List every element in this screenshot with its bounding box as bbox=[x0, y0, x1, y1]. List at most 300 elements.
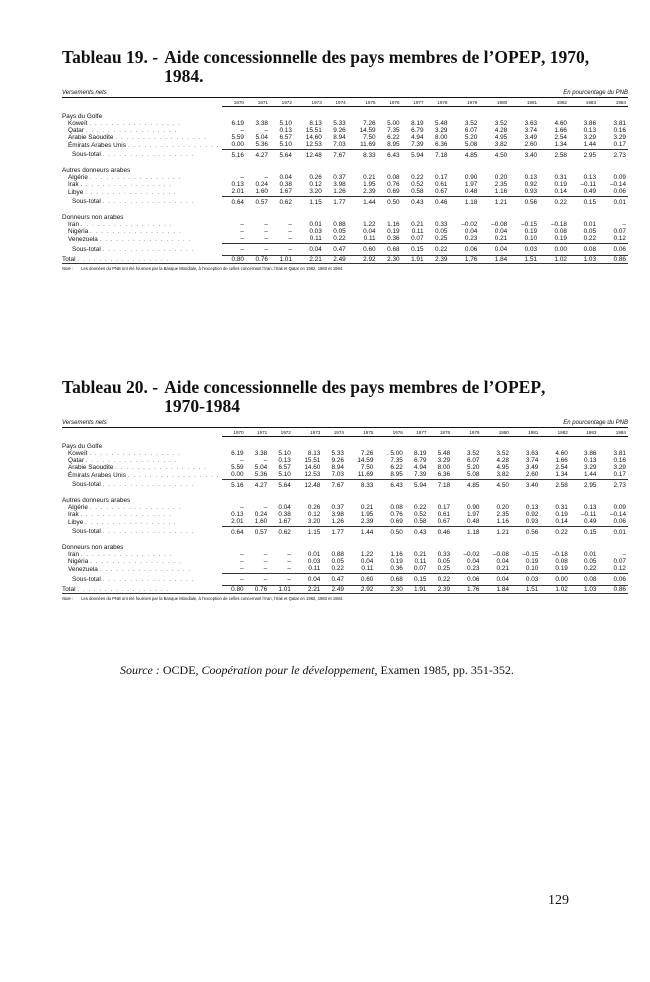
cell-value: 0.01 bbox=[309, 220, 322, 228]
cell-value: 15.51 bbox=[305, 126, 322, 134]
cell-value: 8.94 bbox=[331, 464, 344, 472]
cell-value: –0.14 bbox=[610, 511, 626, 519]
cell-value: 2.95 bbox=[569, 149, 598, 161]
cell-value: 1.16 bbox=[387, 220, 400, 228]
cell-value: 6.57 bbox=[278, 464, 291, 472]
cell-value bbox=[450, 161, 480, 174]
cell-value bbox=[428, 437, 452, 450]
dot-leader: . . . . . . . . . . . . . . . . . bbox=[80, 511, 173, 519]
cell-value: 0.19 bbox=[554, 235, 567, 243]
cell-value bbox=[246, 491, 270, 504]
cell-value: 0.04 bbox=[496, 558, 509, 566]
cell-value: 0.03 bbox=[511, 573, 540, 585]
dot-leader: . . . . . . . . . . . . . . . . . bbox=[85, 518, 177, 526]
cell-value: 2.60 bbox=[525, 471, 539, 479]
data-table bbox=[62, 428, 628, 594]
cell-value: 0.08 bbox=[390, 503, 403, 511]
cell-value: 5.08 bbox=[467, 471, 480, 479]
row-label: Venezuela bbox=[68, 235, 98, 243]
cell-value: 0.22 bbox=[428, 573, 452, 585]
group-heading-row bbox=[62, 161, 628, 174]
cell-value bbox=[222, 538, 246, 551]
cell-value: 0.46 bbox=[428, 526, 452, 538]
cell-value: 0.69 bbox=[390, 518, 403, 526]
cell-value: 0.16 bbox=[613, 456, 626, 464]
cell-value: 3.86 bbox=[584, 449, 597, 457]
cell-value bbox=[294, 107, 324, 120]
year-header: 1984 bbox=[598, 98, 628, 107]
cell-value: 0.05 bbox=[583, 228, 597, 236]
cell-value: 0.01 bbox=[307, 550, 321, 558]
row-label: Arabie Saoudite bbox=[68, 134, 114, 142]
cell-value: 0.17 bbox=[435, 173, 448, 181]
cell-value: 0.38 bbox=[278, 511, 291, 519]
group-heading-row bbox=[62, 437, 628, 450]
cell-value: 0.12 bbox=[307, 511, 321, 519]
title-tail: , bbox=[541, 377, 546, 397]
cell-value: 0.08 bbox=[570, 573, 599, 585]
cell-value: 0.03 bbox=[309, 228, 322, 236]
cell-value: 0.13 bbox=[583, 126, 597, 134]
cell-value: – bbox=[263, 565, 268, 573]
cell-value: 7.39 bbox=[411, 141, 424, 149]
cell-value: 1.97 bbox=[467, 511, 480, 519]
table-row bbox=[62, 551, 628, 558]
row-label: Iran bbox=[68, 220, 80, 228]
cell-value bbox=[479, 208, 509, 221]
cell-value: 0.16 bbox=[613, 126, 626, 134]
cell-value: 1.66 bbox=[554, 126, 567, 134]
source-publication: Coopération pour le développement bbox=[201, 663, 375, 677]
cell-value: 0.04 bbox=[467, 558, 480, 566]
cell-value: 0.64 bbox=[222, 196, 246, 208]
cell-value: 1.97 bbox=[464, 181, 478, 189]
cell-value: 0.11 bbox=[363, 235, 376, 243]
dot-leader: . . . . . . . . . . . . . . . . . bbox=[115, 134, 207, 142]
cell-value: 2.35 bbox=[494, 181, 508, 189]
table-captions bbox=[62, 90, 628, 98]
cell-value: 3.40 bbox=[511, 479, 540, 491]
cell-value: 0.68 bbox=[375, 573, 404, 585]
cell-value: 0.00 bbox=[231, 471, 244, 479]
title-text: Aide concessionnelle des pays membres de l’ bbox=[164, 47, 495, 67]
cell-value: 1.15 bbox=[294, 196, 324, 208]
dot-leader: . . . . . . . . . . . . . . . . . bbox=[127, 471, 220, 479]
cell-value: 3.98 bbox=[333, 181, 346, 189]
dot-leader: . . . . . . . . . . . . . . . . . bbox=[102, 198, 195, 206]
cell-value bbox=[378, 161, 402, 174]
table-row bbox=[62, 565, 628, 573]
cell-value: 0.31 bbox=[554, 173, 567, 181]
cell-value: 0.15 bbox=[569, 196, 598, 208]
cell-value bbox=[539, 161, 569, 174]
cell-value bbox=[426, 161, 450, 174]
cell-value: 7.39 bbox=[413, 471, 427, 479]
cell-value: 0.13 bbox=[231, 181, 244, 189]
cell-value: – bbox=[287, 558, 291, 566]
row-label: Total bbox=[62, 255, 76, 263]
cell-value: 0.24 bbox=[255, 181, 268, 189]
cell-value: 11.69 bbox=[357, 471, 374, 479]
cell-value: 0.61 bbox=[435, 181, 448, 189]
cell-value: 0.04 bbox=[278, 503, 291, 511]
cell-value bbox=[322, 491, 346, 504]
cell-value: 0.22 bbox=[540, 526, 569, 538]
row-label: Irak bbox=[68, 181, 79, 189]
cell-value: –0.08 bbox=[491, 220, 508, 228]
table-title bbox=[62, 378, 628, 416]
cell-value: 9.26 bbox=[331, 456, 344, 464]
title-acronym: OPEP bbox=[494, 47, 542, 67]
cell-value: 0.05 bbox=[584, 558, 597, 566]
cell-value: 0.17 bbox=[613, 471, 626, 479]
cell-value bbox=[324, 161, 348, 174]
title-line2: 1970-1984 bbox=[164, 396, 240, 416]
cell-value: 0.19 bbox=[555, 565, 568, 573]
year-header: 1972 bbox=[269, 428, 293, 437]
cell-value: 8.94 bbox=[333, 134, 346, 142]
cell-value: 5.08 bbox=[464, 141, 478, 149]
cell-value: 0.07 bbox=[411, 235, 424, 243]
cell-value bbox=[402, 208, 426, 221]
cell-value: 0.04 bbox=[494, 228, 508, 236]
year-header: 1980 bbox=[479, 98, 509, 107]
title-text: Aide concessionnelle des pays membres de l’ bbox=[164, 377, 495, 397]
cell-value bbox=[428, 491, 452, 504]
cell-value bbox=[598, 538, 628, 551]
cell-value: 0.06 bbox=[450, 243, 480, 255]
dot-leader: . . . . . . . . . . . . . . . . . bbox=[89, 173, 182, 181]
cell-value: 2.01 bbox=[231, 518, 244, 526]
cell-value: 0.19 bbox=[555, 511, 568, 519]
cell-value: – bbox=[240, 503, 244, 511]
cell-value: 5.48 bbox=[435, 119, 448, 127]
cell-value: –0.18 bbox=[550, 220, 567, 228]
row-label: Arabie Saoudite bbox=[68, 464, 114, 472]
cell-value: 3.49 bbox=[524, 134, 538, 142]
cell-value: 1.16 bbox=[496, 518, 509, 526]
cell-value: 1.03 bbox=[569, 255, 598, 263]
cell-value: 0.22 bbox=[333, 235, 346, 243]
cell-value: 5.10 bbox=[279, 119, 292, 127]
table-row bbox=[62, 235, 628, 243]
cell-value: 4.60 bbox=[554, 119, 567, 127]
dot-leader: . . . . . . . . . . . . . . . . . bbox=[77, 585, 169, 593]
cell-value: 5.16 bbox=[222, 479, 246, 491]
cell-value: 0.13 bbox=[278, 456, 291, 464]
cell-value: –0.02 bbox=[461, 220, 478, 228]
cell-value: – bbox=[263, 503, 268, 511]
cell-value: 0.17 bbox=[437, 503, 451, 511]
cell-value: 0.04 bbox=[293, 573, 322, 585]
cell-value: 2.92 bbox=[348, 255, 378, 263]
subtotal-row bbox=[62, 526, 628, 538]
cell-value: 7.67 bbox=[324, 149, 348, 161]
cell-value: 3.74 bbox=[525, 456, 539, 464]
table-row bbox=[62, 127, 628, 134]
cell-value: 2.49 bbox=[322, 585, 346, 593]
cell-value: 2.39 bbox=[360, 518, 374, 526]
cell-value bbox=[346, 437, 375, 450]
cell-value: 0.08 bbox=[554, 228, 567, 236]
cell-value: 0.05 bbox=[331, 558, 344, 566]
cell-value: 1.21 bbox=[482, 526, 511, 538]
dot-leader: . . . . . . . . . . . . . . . . . bbox=[89, 503, 182, 511]
year-header: 1984 bbox=[598, 428, 628, 437]
cell-value: 2.95 bbox=[570, 479, 599, 491]
cell-value: 7.50 bbox=[360, 464, 374, 472]
cell-value: –0.15 bbox=[521, 220, 538, 228]
table-20 bbox=[62, 378, 628, 601]
cell-value: 0.05 bbox=[435, 228, 448, 236]
cell-value: 0.21 bbox=[496, 565, 509, 573]
cell-value: 1.84 bbox=[482, 585, 511, 593]
cell-value: – bbox=[240, 173, 244, 181]
cell-value: 0.92 bbox=[525, 511, 539, 519]
year-header: 1971 bbox=[246, 428, 270, 437]
page-number: 129 bbox=[548, 893, 569, 908]
table-row bbox=[62, 450, 628, 457]
cell-value: 5.00 bbox=[387, 119, 400, 127]
cell-value bbox=[570, 437, 599, 450]
cell-value: 3.29 bbox=[584, 464, 597, 472]
cell-value: – bbox=[246, 243, 270, 255]
year-header: 1972 bbox=[270, 98, 294, 107]
cell-value: 0.11 bbox=[308, 565, 321, 573]
table-row bbox=[62, 141, 628, 149]
cell-value bbox=[598, 208, 628, 221]
year-header: 1975 bbox=[348, 98, 378, 107]
table-note: Note : Les données du PNB ont été fournies par la Banque Mondiale, à l’exception de celles concernant l’Iran, l’Irak et Qatar en 1982, 1983 et 1984. bbox=[62, 265, 344, 271]
cell-value: 7.26 bbox=[360, 449, 374, 457]
cell-value: – bbox=[240, 456, 244, 464]
cell-value: 4.50 bbox=[482, 479, 511, 491]
cell-value: 4.28 bbox=[496, 456, 509, 464]
cell-value: 0.04 bbox=[294, 243, 324, 255]
cell-value: 1.18 bbox=[450, 196, 480, 208]
cell-value: 0.08 bbox=[555, 558, 568, 566]
dot-leader: . . . . . . . . . . . . . . . . . bbox=[115, 464, 207, 472]
year-header: 1970 bbox=[222, 428, 246, 437]
cell-value: 0.14 bbox=[554, 188, 567, 196]
cell-value: 0.76 bbox=[246, 585, 270, 593]
cell-value: –0.14 bbox=[610, 181, 626, 189]
cell-value: 3.98 bbox=[331, 511, 344, 519]
cell-value: 8.00 bbox=[435, 134, 448, 142]
cell-value: 11.69 bbox=[360, 141, 376, 149]
row-label: Sous-total bbox=[72, 245, 101, 253]
cell-value: 2.01 bbox=[231, 188, 244, 196]
cell-value bbox=[511, 437, 540, 450]
dot-leader: . . . . . . . . . . . . . . . . . bbox=[80, 220, 173, 228]
cell-value: 0.11 bbox=[411, 228, 424, 236]
cell-value: 0.09 bbox=[613, 173, 626, 181]
cell-value: 0.13 bbox=[231, 511, 244, 519]
cell-value: 14.59 bbox=[359, 126, 376, 134]
cell-value bbox=[294, 161, 324, 174]
cell-value: 0.04 bbox=[464, 228, 478, 236]
cell-value: 2.30 bbox=[378, 255, 402, 263]
cell-value: 0.19 bbox=[525, 558, 539, 566]
dot-leader: . . . . . . . . . . . . . . . . . bbox=[85, 126, 178, 134]
cell-value: 0.22 bbox=[411, 173, 424, 181]
cell-value: 1.22 bbox=[363, 220, 376, 228]
cell-value: 0.04 bbox=[279, 173, 292, 181]
cell-value bbox=[378, 208, 402, 221]
cell-value: – bbox=[622, 220, 626, 228]
cell-value: 1.44 bbox=[583, 141, 597, 149]
dot-leader: . . . . . . . . . . . . . . . . . bbox=[80, 181, 173, 189]
cell-value bbox=[269, 437, 293, 450]
cell-value: – bbox=[240, 550, 244, 558]
cell-value: 0.00 bbox=[231, 141, 244, 149]
cell-value: 0.25 bbox=[437, 565, 451, 573]
table-captions bbox=[62, 420, 628, 428]
cell-value: 0.13 bbox=[279, 126, 292, 134]
cell-value bbox=[426, 208, 450, 221]
year-header: 1978 bbox=[426, 98, 450, 107]
cell-value: . 5.00 bbox=[386, 449, 403, 457]
row-label: Iran bbox=[68, 550, 80, 558]
cell-value bbox=[482, 538, 511, 551]
cell-value: 8.19 bbox=[413, 449, 427, 457]
cell-value: 1.66 bbox=[555, 456, 568, 464]
cell-value bbox=[402, 107, 426, 120]
cell-value: 0.21 bbox=[363, 173, 376, 181]
cell-value: 3.52 bbox=[464, 119, 478, 127]
cell-value: 1.84 bbox=[479, 255, 509, 263]
cell-value: 8.00 bbox=[437, 464, 451, 472]
cell-value: 2.35 bbox=[496, 511, 509, 519]
year-header: 1976 bbox=[375, 428, 404, 437]
cell-value: – bbox=[264, 173, 268, 181]
row-label: Sous-total bbox=[72, 528, 101, 536]
cell-value: 0.21 bbox=[494, 235, 508, 243]
cell-value: 3.20 bbox=[309, 188, 322, 196]
cell-value: 0.17 bbox=[613, 141, 626, 149]
cell-value: 0.19 bbox=[387, 228, 400, 236]
cell-value bbox=[511, 491, 540, 504]
cell-value: 1.02 bbox=[539, 255, 569, 263]
cell-value: 5.20 bbox=[467, 464, 480, 472]
cell-value: 0.48 bbox=[467, 518, 480, 526]
cell-value: 3.82 bbox=[496, 471, 509, 479]
cell-value: 7.26 bbox=[363, 119, 376, 127]
cell-value: 1.34 bbox=[554, 141, 567, 149]
cell-value: 0.05 bbox=[437, 558, 451, 566]
cell-value: 0.23 bbox=[467, 565, 480, 573]
cell-value: 0.13 bbox=[524, 173, 538, 181]
cell-value: 2.60 bbox=[524, 141, 538, 149]
cell-value: 0.80 bbox=[222, 585, 246, 593]
year-header: 1978 bbox=[428, 428, 452, 437]
cell-value: 1.02 bbox=[540, 585, 569, 593]
cell-value: 3.63 bbox=[524, 119, 538, 127]
cell-value: 5.36 bbox=[255, 141, 268, 149]
source-label: Source : bbox=[120, 663, 160, 677]
cell-value: 2.54 bbox=[555, 464, 568, 472]
cell-value bbox=[324, 208, 348, 221]
cell-value: 1.77 bbox=[322, 526, 346, 538]
cell-value: 0.21 bbox=[360, 503, 374, 511]
cell-value: 0.24 bbox=[254, 511, 268, 519]
cell-value: 4.60 bbox=[555, 449, 568, 457]
cell-value: – bbox=[222, 243, 246, 255]
cell-value: 0.33 bbox=[437, 550, 451, 558]
cell-value: 1.51 bbox=[511, 585, 540, 593]
cell-value bbox=[348, 208, 378, 221]
cell-value: – bbox=[264, 235, 268, 243]
cell-value: 0.03 bbox=[307, 558, 321, 566]
cell-value: – bbox=[263, 550, 268, 558]
cell-value: – bbox=[263, 558, 268, 566]
cell-value: 0.56 bbox=[509, 196, 539, 208]
left-caption: Versements nets bbox=[62, 420, 107, 426]
cell-value: 0.93 bbox=[524, 188, 538, 196]
cell-value: 0.88 bbox=[333, 220, 346, 228]
cell-value bbox=[509, 208, 539, 221]
cell-value: 0.22 bbox=[413, 503, 427, 511]
cell-value: 5.59 bbox=[231, 134, 244, 142]
cell-value: 3.81 bbox=[613, 449, 626, 457]
cell-value: – bbox=[287, 565, 291, 573]
year-header: 1983 bbox=[570, 428, 599, 437]
cell-value: 0.04 bbox=[482, 573, 511, 585]
cell-value: 14.59 bbox=[357, 456, 374, 464]
cell-value: 0.19 bbox=[390, 558, 403, 566]
cell-value bbox=[598, 107, 628, 120]
cell-value bbox=[348, 107, 378, 120]
cell-value: 7.35 bbox=[390, 456, 403, 464]
cell-value bbox=[270, 107, 294, 120]
cell-value: 0.57 bbox=[246, 526, 270, 538]
cell-value: 0.90 bbox=[467, 503, 480, 511]
year-header: 1982 bbox=[540, 428, 569, 437]
cell-value: 5.10 bbox=[278, 449, 291, 457]
cell-value bbox=[405, 437, 429, 450]
cell-value: 8.33 bbox=[346, 479, 375, 491]
cell-value: 1.44 bbox=[346, 526, 375, 538]
cell-value: 3.29 bbox=[435, 126, 448, 134]
cell-value: – bbox=[240, 565, 244, 573]
cell-value: – bbox=[240, 126, 244, 134]
cell-value: 5.33 bbox=[333, 119, 346, 127]
table-number: Tableau 20. - bbox=[62, 377, 159, 397]
cell-value: – bbox=[264, 220, 268, 228]
cell-value: 12.48 bbox=[293, 479, 322, 491]
cell-value: 0.26 bbox=[309, 173, 322, 181]
cell-value bbox=[375, 491, 404, 504]
cell-value: – bbox=[288, 228, 292, 236]
cell-value: – bbox=[240, 558, 244, 566]
cell-value: 7.35 bbox=[387, 126, 400, 134]
dot-leader: . . . . . . . . . . . . . . . . . bbox=[102, 481, 195, 489]
cell-value: 1.01 bbox=[269, 585, 293, 593]
right-caption: En pourcentage du PNB bbox=[563, 90, 628, 96]
cell-value: 0.01 bbox=[583, 220, 597, 228]
subtotal-row bbox=[62, 479, 628, 491]
cell-value: 6.43 bbox=[375, 479, 404, 491]
table-row bbox=[62, 188, 628, 196]
source-org: OCDE bbox=[162, 663, 196, 677]
cell-value: 0.11 bbox=[309, 235, 322, 243]
cell-value: 0.50 bbox=[375, 526, 404, 538]
cell-value: 0.46 bbox=[426, 196, 450, 208]
row-label: Émirats Arabes Unis bbox=[68, 141, 126, 149]
year-header-row bbox=[62, 98, 628, 107]
cell-value: –0.11 bbox=[580, 181, 597, 189]
title-line2: 1984. bbox=[164, 66, 204, 86]
